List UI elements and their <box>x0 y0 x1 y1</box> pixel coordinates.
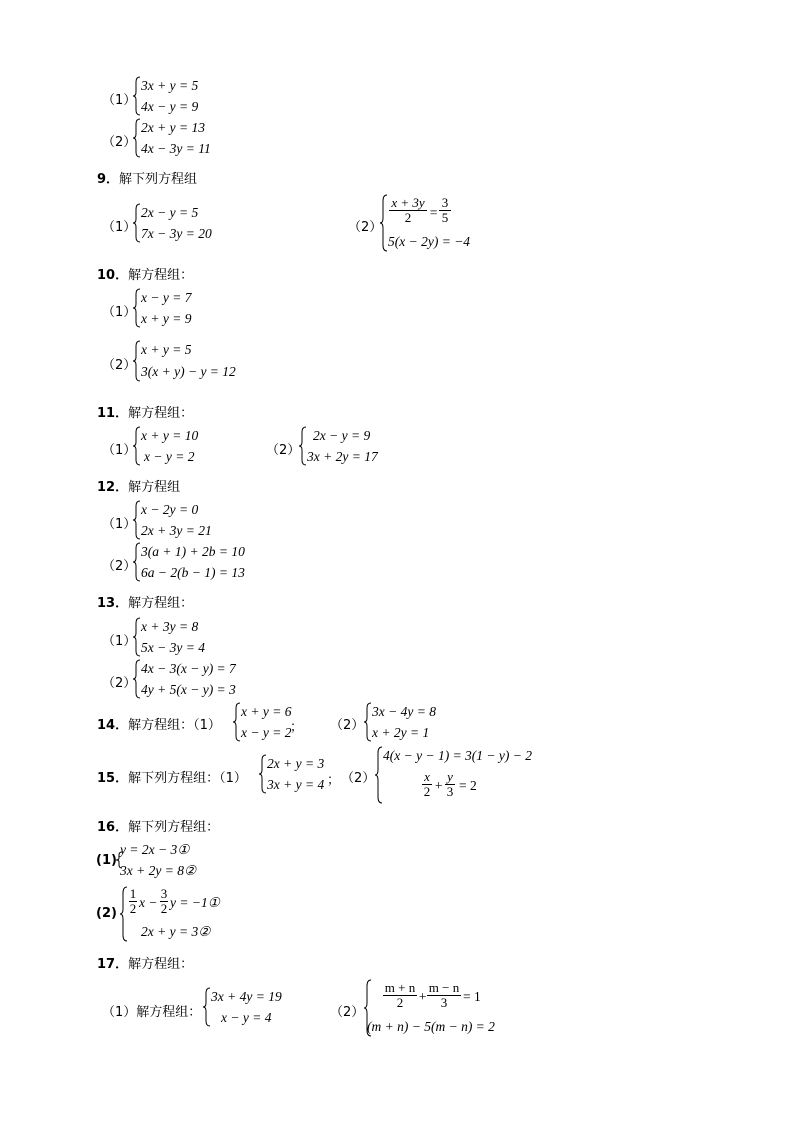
p9-system-1 <box>133 203 253 243</box>
p12-eq-2a: 3(a + 1) + 2b = 10 <box>141 544 245 559</box>
brace-icon <box>380 194 388 252</box>
p17-fraction-a <box>383 981 417 1010</box>
p13-label-1: （1） <box>102 634 137 649</box>
p15-fraction-y <box>445 770 455 799</box>
problem-number: 17． <box>97 957 129 972</box>
p10-eq-1a: x − y = 7 <box>141 290 192 305</box>
p13-eq-2b: 4y + 5(x − y) = 3 <box>141 682 236 697</box>
fraction-denominator: 2 <box>129 901 137 916</box>
p10-heading <box>97 264 193 283</box>
p14-eq-2a: 3x − 4y = 8 <box>372 704 436 719</box>
p13-system-2 <box>133 659 273 699</box>
p15-eq-1a: 2x + y = 3 <box>267 756 325 771</box>
p17-eq-2b: (m + n) − 5(m − n) = 2 <box>367 1019 495 1034</box>
p16-fraction-2 <box>160 887 168 916</box>
p14-eq-2b: x + 2y = 1 <box>372 725 430 740</box>
p8-eq-2a: 2x + y = 13 <box>141 120 205 135</box>
p11-system-2 <box>299 426 419 466</box>
brace-icon <box>133 426 141 466</box>
p10-label-2: （2） <box>102 358 137 373</box>
p11-eq-1b: x − y = 2 <box>144 449 195 464</box>
problem-title: 解方程组 <box>128 480 181 495</box>
brace-icon <box>133 203 141 243</box>
p11-system-1 <box>133 426 253 466</box>
problem-title: 解下列方程组： <box>128 771 220 786</box>
p15-label-1: （1） <box>219 771 247 786</box>
p14-system-2 <box>364 702 454 742</box>
p9-label-2: （2） <box>348 220 383 235</box>
p10-system-2 <box>133 340 273 382</box>
problem-title: 解方程组： <box>128 596 194 611</box>
fraction-denominator: 3 <box>446 784 454 799</box>
fraction-denominator: 2 <box>423 784 431 799</box>
p10-eq-2b: 3(x + y) − y = 12 <box>141 364 236 379</box>
p16-heading <box>97 816 219 835</box>
p11-label-1: （1） <box>102 443 137 458</box>
p8-system-1 <box>133 76 253 116</box>
fraction-denominator: 2 <box>160 901 168 916</box>
brace-icon <box>203 987 211 1027</box>
p9-fraction-left <box>389 196 427 225</box>
p9-heading <box>97 168 197 187</box>
p17-system-2 <box>364 979 514 1037</box>
p11-eq-2a: 2x − y = 9 <box>313 428 371 443</box>
fraction-numerator: x <box>424 769 430 784</box>
p17-tail: = 1 <box>463 989 481 1004</box>
problem-title: 解方程组： <box>128 268 194 283</box>
p15-tail: = 2 <box>459 778 477 793</box>
fraction-numerator: 3 <box>160 886 168 901</box>
p14-heading <box>97 714 221 733</box>
p12-label-2: （2） <box>102 559 137 574</box>
p11-heading <box>97 402 193 421</box>
p17-eq-1b: x − y = 4 <box>221 1010 272 1025</box>
p16-system-2 <box>120 886 240 942</box>
p17-system-1 <box>203 987 293 1027</box>
p12-system-2 <box>133 542 273 582</box>
p12-eq-1b: 2x + 3y = 21 <box>141 523 212 538</box>
fraction-denominator: 2 <box>396 995 404 1010</box>
p9-eq-1a: 2x − y = 5 <box>141 205 199 220</box>
problem-number: 13． <box>97 596 129 611</box>
brace-icon <box>133 288 141 328</box>
p12-eq-2b: 6a − 2(b − 1) = 13 <box>141 565 245 580</box>
p16-middle: x − <box>139 895 158 910</box>
brace-icon <box>133 500 141 540</box>
p14-eq-1b: x − y = 2 <box>241 725 292 740</box>
p13-eq-1b: 5x − 3y = 4 <box>141 640 205 655</box>
p15-separator: ； <box>327 773 341 788</box>
p16-tail: y = −1① <box>170 895 220 910</box>
problem-title: 解方程组： <box>128 718 194 733</box>
p16-fraction-1 <box>129 887 137 916</box>
problem-number: 14． <box>97 718 129 733</box>
p14-separator: ； <box>290 720 304 735</box>
p17-plus: + <box>418 989 428 1004</box>
p17-label-1: （1）解方程组： <box>102 1005 202 1020</box>
p10-eq-2a: x + y = 5 <box>141 342 192 357</box>
fraction-denominator: 3 <box>440 995 448 1010</box>
fraction-numerator: m − n <box>428 980 460 995</box>
fraction-denominator: 2 <box>404 210 412 225</box>
p9-fraction-right <box>439 196 451 225</box>
p8-label-2: （2） <box>102 135 137 150</box>
p16-eq-2b: 2x + y = 3② <box>141 924 211 939</box>
p16-label-2: (2) <box>96 906 117 921</box>
p11-label-2: （2） <box>266 443 301 458</box>
p10-eq-1b: x + y = 9 <box>141 311 192 326</box>
brace-icon <box>133 542 141 582</box>
p14-eq-1a: x + y = 6 <box>241 704 292 719</box>
p16-eq-1a: y = 2x − 3① <box>120 842 190 857</box>
problem-number: 16． <box>97 820 129 835</box>
p17-label-2: （2） <box>330 1005 365 1020</box>
problem-number: 12． <box>97 480 129 495</box>
brace-icon <box>364 702 372 742</box>
problem-number: 9． <box>97 172 120 187</box>
p11-eq-2b: 3x + 2y = 17 <box>307 449 378 464</box>
p12-heading <box>97 476 180 495</box>
p9-eq-2b: 5(x − 2y) = −4 <box>388 234 471 249</box>
p9-eq-1b: 7x − 3y = 20 <box>141 226 212 241</box>
p13-eq-2a: 4x − 3(x − y) = 7 <box>141 661 236 676</box>
problem-title: 解方程组： <box>128 957 194 972</box>
p17-eq-1a: 3x + 4y = 19 <box>211 989 282 1004</box>
p8-eq-1a: 3x + y = 5 <box>141 78 199 93</box>
p15-system-1 <box>259 754 329 794</box>
p15-heading <box>97 767 247 786</box>
p12-label-1: （1） <box>102 517 137 532</box>
fraction-numerator: m + n <box>384 980 416 995</box>
brace-icon <box>233 702 241 742</box>
problem-title: 解方程组： <box>128 406 194 421</box>
brace-icon <box>133 76 141 116</box>
brace-icon <box>133 617 141 657</box>
problem-title: 解下列方程组： <box>128 820 220 835</box>
p15-label-2: （2） <box>341 771 376 786</box>
p8-eq-2b: 4x − 3y = 11 <box>141 141 211 156</box>
brace-icon <box>133 340 141 382</box>
p8-eq-1b: 4x − y = 9 <box>141 99 199 114</box>
problem-number: 15． <box>97 771 129 786</box>
p9-equals: = <box>429 205 439 220</box>
p15-plus: + <box>434 778 444 793</box>
p12-system-1 <box>133 500 253 540</box>
p9-system-2 <box>380 194 490 252</box>
p13-label-2: （2） <box>102 676 137 691</box>
p16-eq-1b: 3x + 2y = 8② <box>120 863 197 878</box>
brace-icon <box>133 118 141 158</box>
fraction-numerator: x + 3y <box>391 195 425 210</box>
fraction-numerator: 3 <box>441 195 449 210</box>
p10-label-1: （1） <box>102 305 137 320</box>
p16-label-1: (1) <box>96 853 117 868</box>
p15-fraction-x <box>422 770 432 799</box>
p9-label-1: （1） <box>102 220 137 235</box>
fraction-numerator: 1 <box>129 886 137 901</box>
p15-eq-2a: 4(x − y − 1) = 3(1 − y) − 2 <box>383 748 533 763</box>
problem-title: 解下列方程组 <box>119 172 198 187</box>
p11-eq-1a: x + y = 10 <box>141 428 199 443</box>
p13-heading <box>97 592 193 611</box>
brace-icon <box>120 886 128 942</box>
p12-eq-1a: x − 2y = 0 <box>141 502 199 517</box>
brace-icon <box>133 659 141 699</box>
p13-eq-1a: x + 3y = 8 <box>141 619 199 634</box>
p15-eq-1b: 3x + y = 4 <box>267 777 325 792</box>
p17-fraction-b <box>427 981 461 1010</box>
p10-system-1 <box>133 288 253 328</box>
problem-number: 11． <box>97 406 129 421</box>
problem-number: 10． <box>97 268 129 283</box>
fraction-denominator: 5 <box>441 210 449 225</box>
p13-system-1 <box>133 617 253 657</box>
p16-system-1 <box>115 840 225 880</box>
p8-system-2 <box>133 118 253 158</box>
p14-label-1: （1） <box>193 718 221 733</box>
p17-heading <box>97 953 193 972</box>
brace-icon <box>259 754 267 794</box>
p14-label-2: （2） <box>330 718 365 733</box>
p8-label-1: （1） <box>102 93 137 108</box>
p15-system-2 <box>375 746 535 804</box>
fraction-numerator: y <box>447 769 453 784</box>
brace-icon <box>299 426 307 466</box>
brace-icon <box>375 746 383 804</box>
